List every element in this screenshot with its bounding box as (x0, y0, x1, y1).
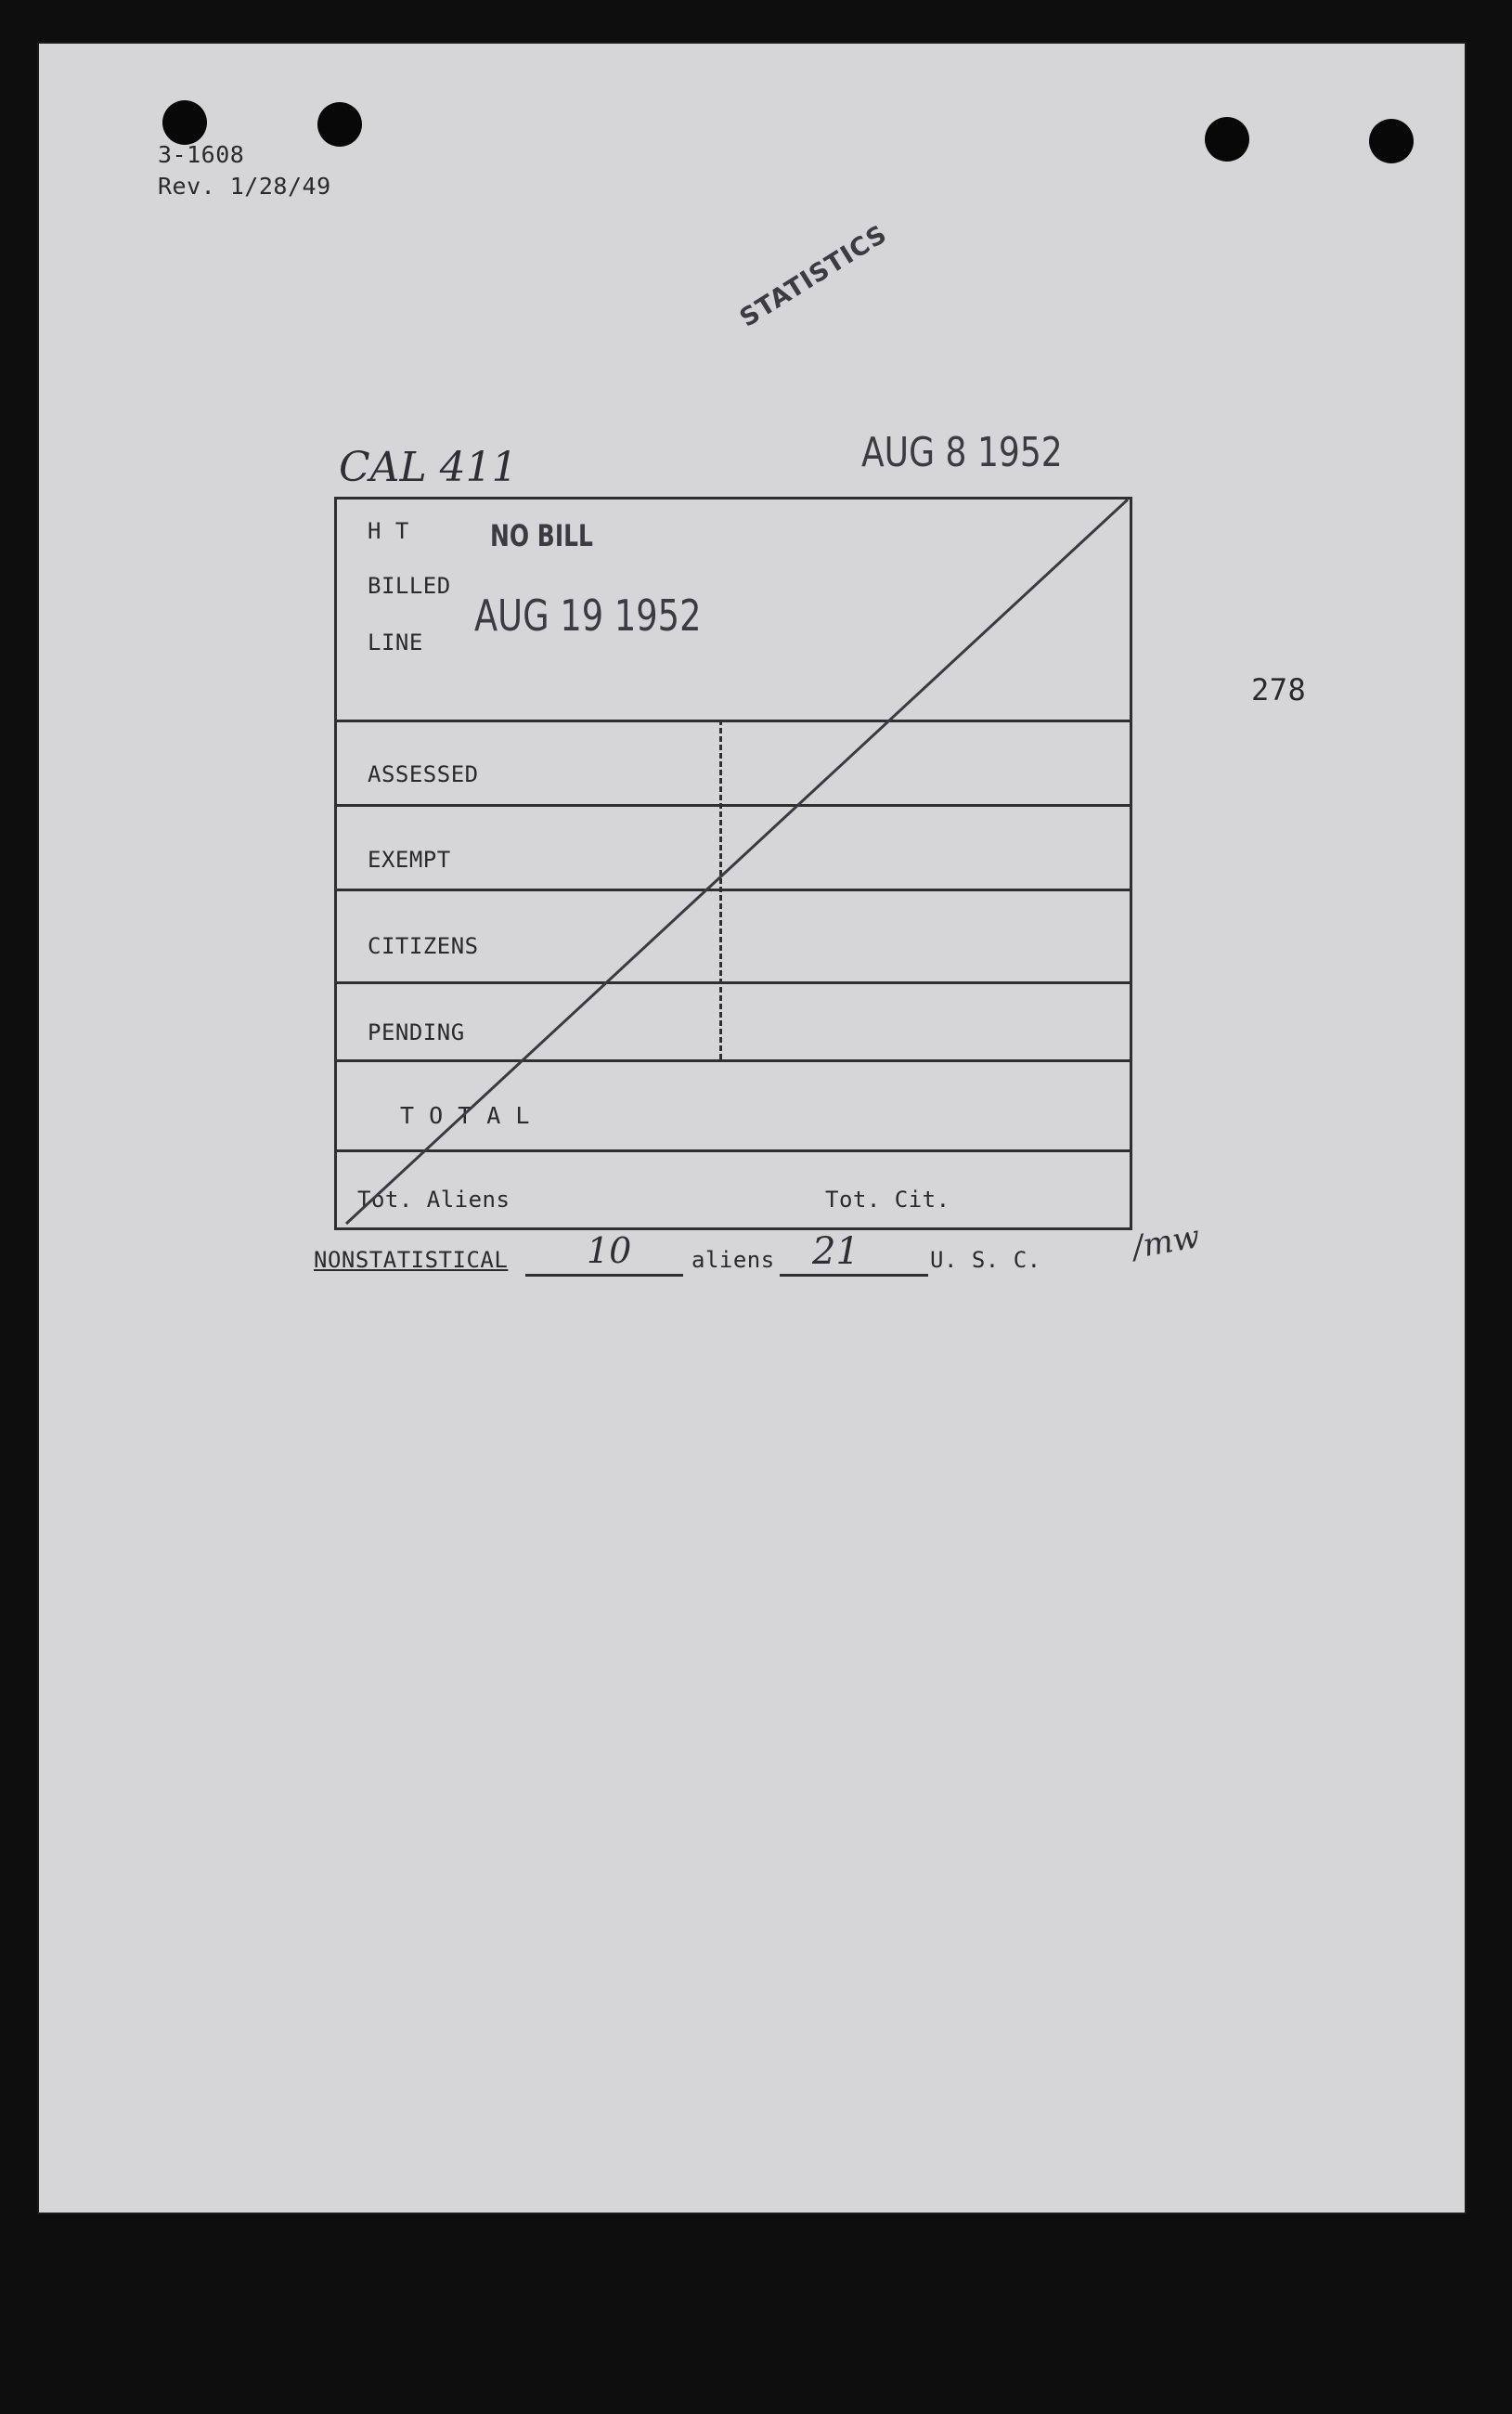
label-tot-cit: Tot. Cit. (825, 1187, 950, 1213)
statistics-stamp: STATISTICS (734, 219, 893, 333)
aliens-blank (525, 1274, 683, 1277)
label-citizens: CITIZENS (368, 933, 479, 959)
label-line: LINE (368, 629, 423, 655)
punch-hole-right-2 (1369, 119, 1414, 163)
form-revision: Rev. 1/28/49 (158, 173, 331, 200)
handwritten-initials: /mw (1130, 1217, 1203, 1267)
nonstatistical-label: NONSTATISTICAL (314, 1247, 509, 1273)
nonstatistical-usc-count: 21 (812, 1230, 859, 1273)
label-pending: PENDING (368, 1019, 465, 1045)
usc-label: U. S. C. (930, 1247, 1041, 1273)
date-stamp-top: AUG 8 1952 (861, 429, 1063, 476)
punch-hole-left-2 (317, 102, 362, 147)
form-number: 3-1608 (158, 141, 245, 168)
label-billed: BILLED (368, 573, 451, 599)
label-assessed: ASSESSED (368, 761, 479, 787)
label-total: T O T A L (400, 1102, 530, 1129)
nonstatistical-aliens-count: 10 (587, 1230, 632, 1271)
no-bill-stamp: NO BILL (490, 518, 593, 553)
usc-blank (780, 1274, 928, 1277)
aliens-label: aliens (691, 1247, 775, 1273)
label-ht: H T (368, 518, 409, 544)
punch-hole-left-1 (162, 100, 207, 145)
label-tot-aliens: Tot. Aliens (357, 1187, 510, 1213)
handwritten-reference: CAL 411 (339, 444, 518, 491)
date-stamp-inner: AUG 19 1952 (474, 591, 702, 641)
page-number: 278 (1251, 672, 1307, 707)
statistics-box (334, 497, 1132, 1230)
label-exempt: EXEMPT (368, 847, 451, 873)
cancel-diagonal-line (337, 500, 1130, 1227)
punch-hole-right-1 (1205, 117, 1249, 162)
